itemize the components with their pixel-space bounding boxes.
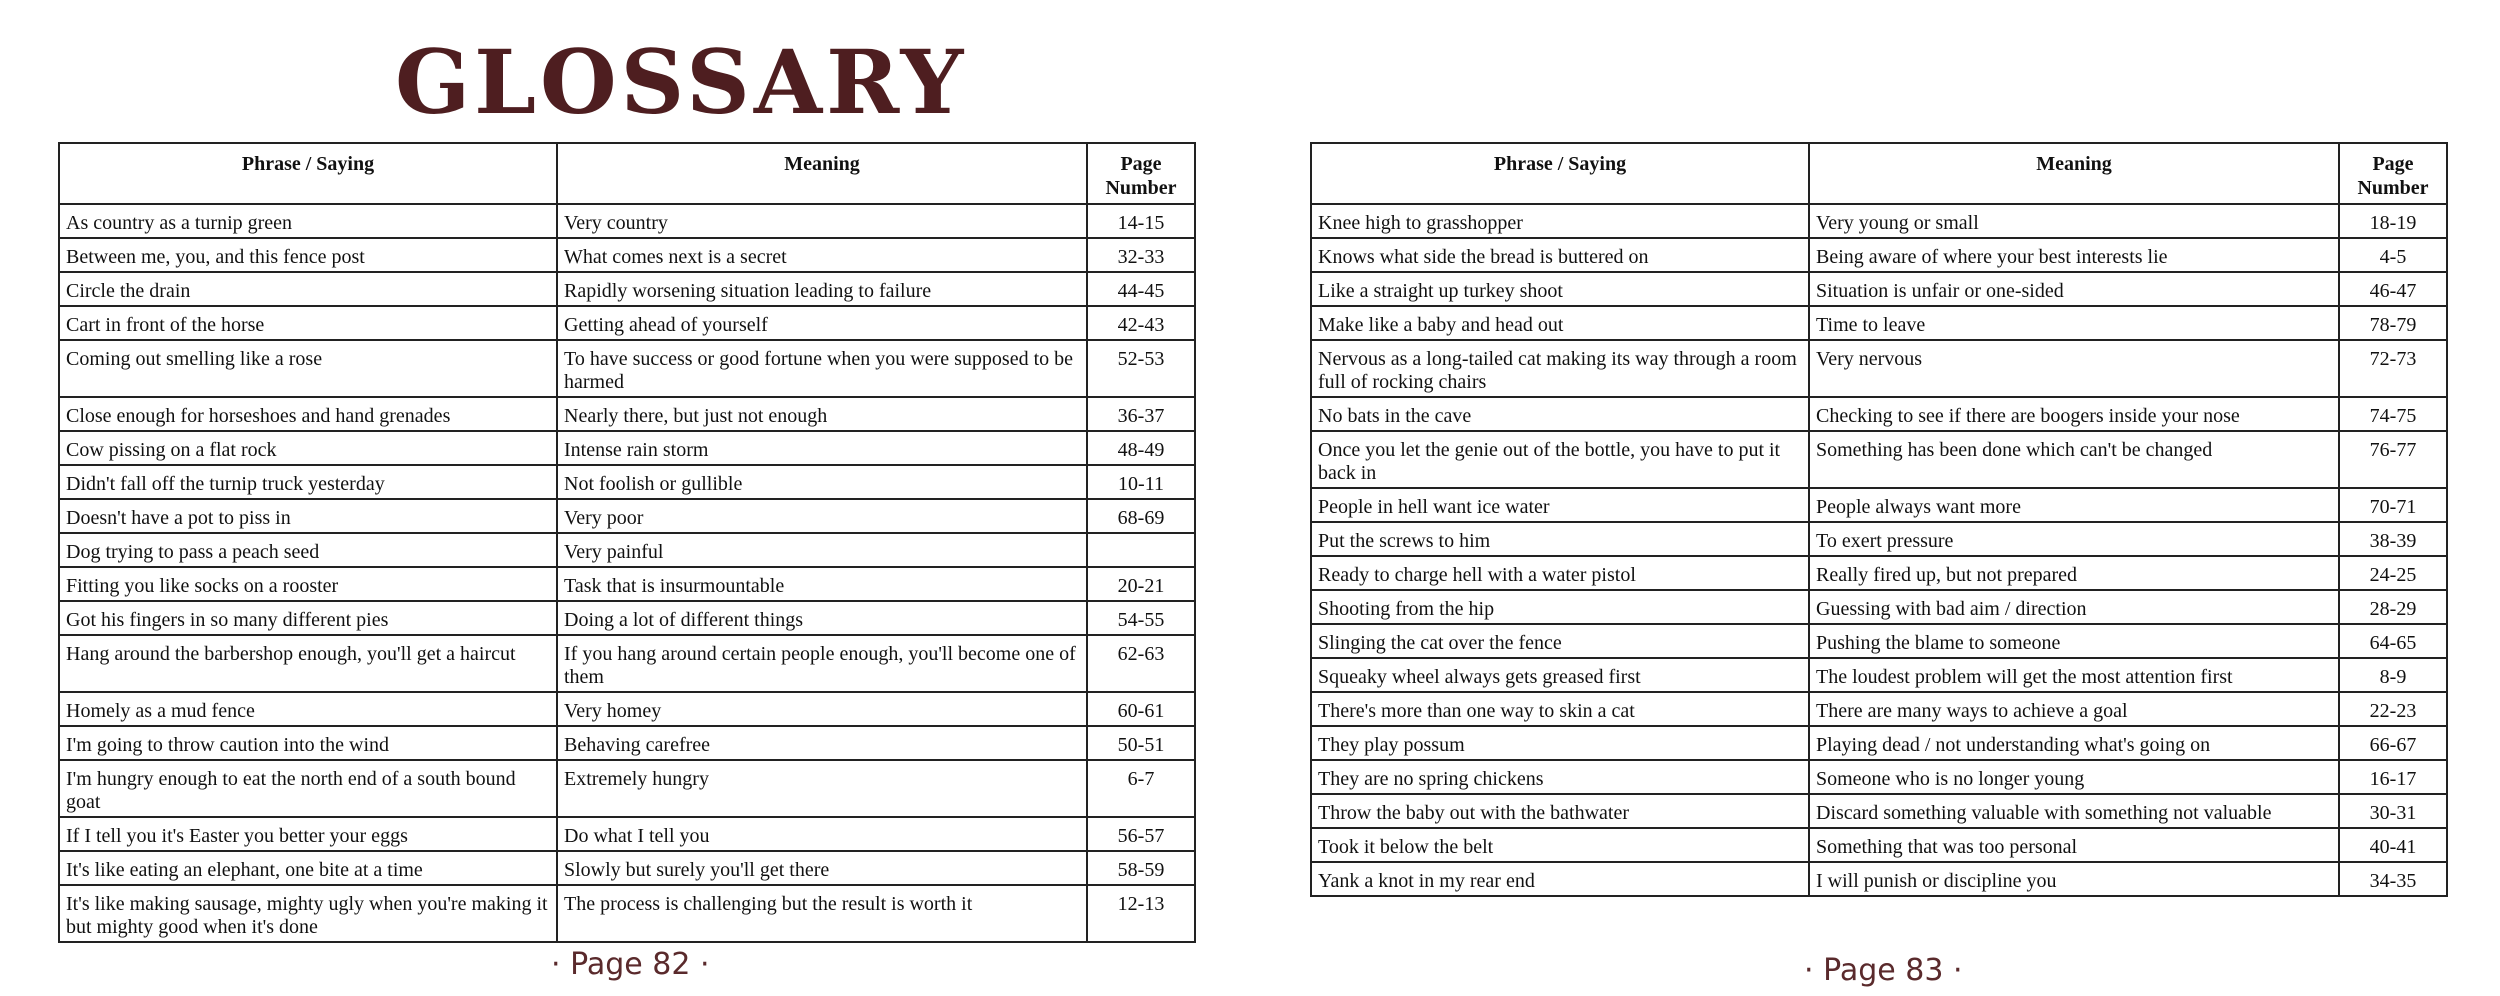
phrase-cell: If I tell you it's Easter you better your eggs — [59, 817, 557, 851]
page-number-cell: 44-45 — [1087, 272, 1195, 306]
table-row — [59, 567, 1195, 601]
meaning-cell: Discard something valuable with something not valuable — [1809, 794, 2339, 828]
meaning-cell: If you hang around certain people enough, you'll become one of them — [557, 635, 1087, 692]
phrase-cell: They play possum — [1311, 726, 1809, 760]
phrase-cell: Knows what side the bread is buttered on — [1311, 238, 1809, 272]
page-number-cell: 50-51 — [1087, 726, 1195, 760]
meaning-cell: Behaving carefree — [557, 726, 1087, 760]
meaning-cell: Getting ahead of yourself — [557, 306, 1087, 340]
phrase-cell: They are no spring chickens — [1311, 760, 1809, 794]
page-number-cell: 70-71 — [2339, 488, 2447, 522]
meaning-cell: What comes next is a secret — [557, 238, 1087, 272]
meaning-cell: Nearly there, but just not enough — [557, 397, 1087, 431]
phrase-cell: Coming out smelling like a rose — [59, 340, 557, 397]
page-number-cell: 24-25 — [2339, 556, 2447, 590]
meaning-cell: Very country — [557, 204, 1087, 238]
page-number-cell: 10-11 — [1087, 465, 1195, 499]
table-row — [59, 760, 1195, 817]
header-meaning: Meaning — [1809, 143, 2339, 204]
page-number-cell: 64-65 — [2339, 624, 2447, 658]
page-number-cell: 36-37 — [1087, 397, 1195, 431]
meaning-cell: Slowly but surely you'll get there — [557, 851, 1087, 885]
header-page-number: Page Number — [1087, 143, 1195, 204]
page-number-cell: 6-7 — [1087, 760, 1195, 817]
table-row — [1311, 794, 2447, 828]
phrase-cell: Dog trying to pass a peach seed — [59, 533, 557, 567]
page-number-cell: 78-79 — [2339, 306, 2447, 340]
meaning-cell: Playing dead / not understanding what's going on — [1809, 726, 2339, 760]
page-number-cell: 72-73 — [2339, 340, 2447, 397]
phrase-cell: Nervous as a long-tailed cat making its way through a room full of rocking chairs — [1311, 340, 1809, 397]
meaning-cell: Very homey — [557, 692, 1087, 726]
meaning-cell: Really fired up, but not prepared — [1809, 556, 2339, 590]
meaning-cell: People always want more — [1809, 488, 2339, 522]
glossary-table-right — [1310, 142, 2448, 897]
phrase-cell: Knee high to grasshopper — [1311, 204, 1809, 238]
meaning-cell: Very nervous — [1809, 340, 2339, 397]
page-number-cell: 76-77 — [2339, 431, 2447, 488]
meaning-cell: Something that was too personal — [1809, 828, 2339, 862]
page-number-cell: 74-75 — [2339, 397, 2447, 431]
meaning-cell: Guessing with bad aim / direction — [1809, 590, 2339, 624]
phrase-cell: Hang around the barbershop enough, you'll get a haircut — [59, 635, 557, 692]
phrase-cell: Between me, you, and this fence post — [59, 238, 557, 272]
phrase-cell: Squeaky wheel always gets greased first — [1311, 658, 1809, 692]
meaning-cell: Extremely hungry — [557, 760, 1087, 817]
phrase-cell: Once you let the genie out of the bottle, you have to put it back in — [1311, 431, 1809, 488]
table-row — [1311, 272, 2447, 306]
page-number-cell: 12-13 — [1087, 885, 1195, 942]
page-number-cell: 28-29 — [2339, 590, 2447, 624]
table-row — [1311, 658, 2447, 692]
page-number-cell: 20-21 — [1087, 567, 1195, 601]
table-row — [59, 306, 1195, 340]
page-number-cell: 34-35 — [2339, 862, 2447, 896]
phrase-cell: I'm going to throw caution into the wind — [59, 726, 557, 760]
table-row — [1311, 590, 2447, 624]
table-row — [1311, 397, 2447, 431]
header-phrase: Phrase / Saying — [1311, 143, 1809, 204]
meaning-cell: Not foolish or gullible — [557, 465, 1087, 499]
page-number-cell — [1087, 533, 1195, 567]
meaning-cell: The loudest problem will get the most attention first — [1809, 658, 2339, 692]
table-row — [1311, 692, 2447, 726]
page-title: GLOSSARY — [395, 30, 968, 134]
table-row — [59, 851, 1195, 885]
phrase-cell: Make like a baby and head out — [1311, 306, 1809, 340]
table-row — [59, 204, 1195, 238]
meaning-cell: Intense rain storm — [557, 431, 1087, 465]
table-row — [1311, 726, 2447, 760]
table-row — [59, 885, 1195, 942]
table-row — [1311, 522, 2447, 556]
header-phrase: Phrase / Saying — [59, 143, 557, 204]
meaning-cell: Doing a lot of different things — [557, 601, 1087, 635]
meaning-cell: Task that is insurmountable — [557, 567, 1087, 601]
table-header-row — [59, 143, 1195, 204]
table-row — [1311, 760, 2447, 794]
phrase-cell: Circle the drain — [59, 272, 557, 306]
table-row — [1311, 624, 2447, 658]
meaning-cell: Time to leave — [1809, 306, 2339, 340]
meaning-cell: Someone who is no longer young — [1809, 760, 2339, 794]
header-meaning: Meaning — [557, 143, 1087, 204]
page-number-cell: 48-49 — [1087, 431, 1195, 465]
meaning-cell: Something has been done which can't be changed — [1809, 431, 2339, 488]
table-row — [1311, 306, 2447, 340]
page-number-cell: 14-15 — [1087, 204, 1195, 238]
page-number-cell: 56-57 — [1087, 817, 1195, 851]
page-number-cell: 16-17 — [2339, 760, 2447, 794]
page-number-cell: 40-41 — [2339, 828, 2447, 862]
page-number-cell: 46-47 — [2339, 272, 2447, 306]
meaning-cell: Very young or small — [1809, 204, 2339, 238]
table-row — [59, 635, 1195, 692]
phrase-cell: No bats in the cave — [1311, 397, 1809, 431]
phrase-cell: Didn't fall off the turnip truck yesterday — [59, 465, 557, 499]
table-row — [59, 238, 1195, 272]
page-number-cell: 68-69 — [1087, 499, 1195, 533]
phrase-cell: Close enough for horseshoes and hand grenades — [59, 397, 557, 431]
meaning-cell: There are many ways to achieve a goal — [1809, 692, 2339, 726]
page-number-cell: 30-31 — [2339, 794, 2447, 828]
phrase-cell: Throw the baby out with the bathwater — [1311, 794, 1809, 828]
table-row — [1311, 431, 2447, 488]
page-number-cell: 54-55 — [1087, 601, 1195, 635]
table-row — [1311, 488, 2447, 522]
page-number-cell: 58-59 — [1087, 851, 1195, 885]
table-row — [59, 465, 1195, 499]
phrase-cell: Homely as a mud fence — [59, 692, 557, 726]
phrase-cell: Ready to charge hell with a water pistol — [1311, 556, 1809, 590]
table-row — [1311, 556, 2447, 590]
phrase-cell: It's like eating an elephant, one bite at a time — [59, 851, 557, 885]
page-number-cell: 62-63 — [1087, 635, 1195, 692]
meaning-cell: I will punish or discipline you — [1809, 862, 2339, 896]
meaning-cell: Very painful — [557, 533, 1087, 567]
phrase-cell: As country as a turnip green — [59, 204, 557, 238]
table-row — [1311, 862, 2447, 896]
table-row — [59, 533, 1195, 567]
table-row — [59, 340, 1195, 397]
table-row — [59, 601, 1195, 635]
phrase-cell: Fitting you like socks on a rooster — [59, 567, 557, 601]
table-row — [1311, 204, 2447, 238]
page-number-cell: 4-5 — [2339, 238, 2447, 272]
phrase-cell: Doesn't have a pot to piss in — [59, 499, 557, 533]
phrase-cell: I'm hungry enough to eat the north end of a south bound goat — [59, 760, 557, 817]
table-row — [1311, 828, 2447, 862]
table-header-row — [1311, 143, 2447, 204]
phrase-cell: People in hell want ice water — [1311, 488, 1809, 522]
meaning-cell: To exert pressure — [1809, 522, 2339, 556]
page-number-cell: 52-53 — [1087, 340, 1195, 397]
table-row — [59, 397, 1195, 431]
phrase-cell: Cart in front of the horse — [59, 306, 557, 340]
meaning-cell: To have success or good fortune when you were supposed to be harmed — [557, 340, 1087, 397]
table-row — [59, 499, 1195, 533]
meaning-cell: Do what I tell you — [557, 817, 1087, 851]
table-row — [59, 817, 1195, 851]
phrase-cell: Slinging the cat over the fence — [1311, 624, 1809, 658]
page-number-cell: 42-43 — [1087, 306, 1195, 340]
meaning-cell: Pushing the blame to someone — [1809, 624, 2339, 658]
meaning-cell: Rapidly worsening situation leading to failure — [557, 272, 1087, 306]
meaning-cell: The process is challenging but the result is worth it — [557, 885, 1087, 942]
phrase-cell: Took it below the belt — [1311, 828, 1809, 862]
table-row — [59, 692, 1195, 726]
table-row — [59, 431, 1195, 465]
phrase-cell: It's like making sausage, mighty ugly when you're making it but mighty good when it's done — [59, 885, 557, 942]
page-number-cell: 32-33 — [1087, 238, 1195, 272]
phrase-cell: There's more than one way to skin a cat — [1311, 692, 1809, 726]
table-row — [1311, 340, 2447, 397]
page-number-cell: 38-39 — [2339, 522, 2447, 556]
phrase-cell: Yank a knot in my rear end — [1311, 862, 1809, 896]
page-number-cell: 60-61 — [1087, 692, 1195, 726]
page-number-cell: 22-23 — [2339, 692, 2447, 726]
phrase-cell: Shooting from the hip — [1311, 590, 1809, 624]
page-number-left: · Page 82 · — [551, 947, 710, 982]
meaning-cell: Checking to see if there are boogers inside your nose — [1809, 397, 2339, 431]
table-row — [59, 272, 1195, 306]
page-number-cell: 18-19 — [2339, 204, 2447, 238]
phrase-cell: Got his fingers in so many different pies — [59, 601, 557, 635]
table-row — [59, 726, 1195, 760]
header-page-number: Page Number — [2339, 143, 2447, 204]
meaning-cell: Very poor — [557, 499, 1087, 533]
meaning-cell: Situation is unfair or one-sided — [1809, 272, 2339, 306]
page-number-cell: 8-9 — [2339, 658, 2447, 692]
glossary-table-left — [58, 142, 1196, 943]
meaning-cell: Being aware of where your best interests lie — [1809, 238, 2339, 272]
phrase-cell: Like a straight up turkey shoot — [1311, 272, 1809, 306]
phrase-cell: Cow pissing on a flat rock — [59, 431, 557, 465]
page-number-cell: 66-67 — [2339, 726, 2447, 760]
phrase-cell: Put the screws to him — [1311, 522, 1809, 556]
page-number-right: · Page 83 · — [1804, 953, 1963, 988]
table-row — [1311, 238, 2447, 272]
